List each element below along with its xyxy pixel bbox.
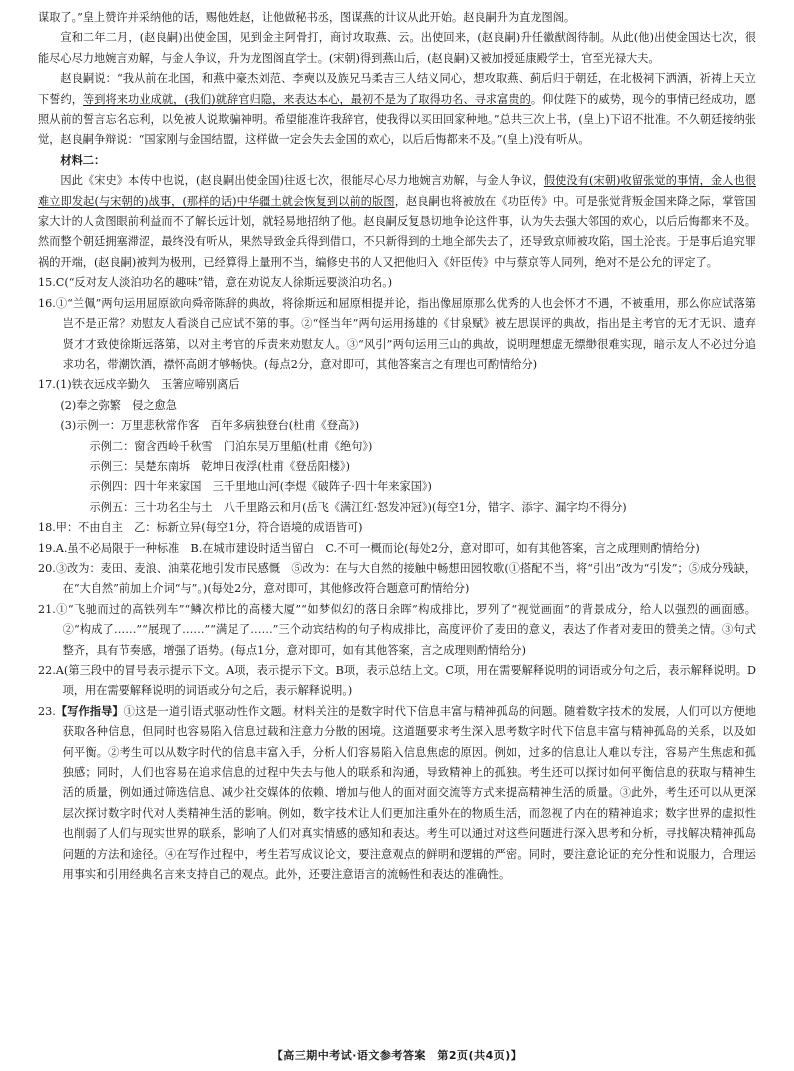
answer-example: 示例三：吴楚东南坼 乾坤日夜浮(杜甫《登岳阳楼》) [89,459,350,473]
answer-item: 20.③改为：麦田、麦浪、油菜花地引发市民感慨 ⑤改为：在与大自然的接触中畅想田园牧歌(①搭配不当，将“引出”改为“引发”；⑤成分残缺，在“大自然”前加上介词“与”。)(每处2分，意对即可，其他修改符合题意可酌情给分) [38,561,756,596]
answer-item: 15.C(“反对友人淡泊功名的趣味”错，意在劝说友人徐斯远要淡泊功名。) [38,276,393,290]
answer-item: 17.(1)铁衣远戍辛勤久 玉箸应啼别离后 [38,378,240,392]
underlined-sentence: 等到将来功业成就，(我们)就辞官归隐，来表达本心，最初不是为了取得功名、寻求富贵的 [83,92,531,106]
answer-item: 22.A(第三段中的冒号表示提示下文。A项，表示提示下文。B项，表示总结上文。C项，用在需要解释说明的词语或分句之后，表示解释说明。D项，用在需要解释说明的词语或分句之后，表示解释说明。) [38,664,756,698]
page-footer: 【高三期中考试·语文参考答案 第2页(共4页)】 [271,1049,523,1062]
underlined-sentence: 假使没有(宋朝)收留张觉的事情，金人也很难立即发起(与宋朝的)战事，(那样的话)中华疆土就会恢复到以前的版图 [38,174,756,208]
material-two-translation [38,151,756,273]
writing-guide-tag: 【写作指导】 [55,704,124,718]
answer-item: 23.【写作指导】①这是一道引语式驱动性作文题。材料关注的是数字时代下信息丰富与精神孤岛的问题。随着数字技术的发展，人们可以方便地获取各种信息，但同时也容易陷入信息过载和注意力分散的困境。这道题要求考生深入思考数字时代下信息丰富与精神孤岛的关系，以及如何平衡。②考生可以从数字时代的信息丰富入手，分析人们容易陷入信息焦虑的原因。例如，过多的信息让人难以专注，容易产生焦虑和孤独感；同时，人们也容易在追求信息的过程中失去与他人的联系和沟通，导致精神上的孤独。考生还可以探讨如何平衡信息的获取与精神生活的质量，例如通过筛选信息、减少社交媒体的依赖、增加与他人的面对面交流等方式来提高精神生活的质量。③此外，考生还可以从更深层次探讨数字时代对人类精神生活的影响。例如，数字技术让人们更加注重外在的物质生活，而忽视了内在的精神追求；数字世界的虚拟性也削弱了人们与现实世界的联系，影响了人们对真实情感的感知和表达。考生可以通过对这些问题进行深入思考和分析，寻找解决精神孤岛问题的方法和途径。④在写作过程中，考生若写成议论文，要注意观点的鲜明和逻辑的严密。同时，要注意论证的充分性和说服力，合理运用事实和引用经典名言来支持自己的观点。此外，还要注意语言的流畅性和表达的准确性。 [38,704,756,882]
answer-example: 示例二：窗含西岭千秋雪 门泊东吴万里船(杜甫《绝句》) [89,439,373,453]
answer-item: 19.A.虽不必局限于一种标准 B.在城市建设时适当留白 C.不可一概而论(每处2分，意对即可，如有其他答案，言之成理则酌情给分) [38,541,700,555]
answer-item: 21.①“飞驰而过的高铁列车”“鳞次栉比的高楼大厦”“如梦似幻的落日余晖”构成排比，罗列了“视觉画面”的背景成分，给人以强烈的画面感。②“构成了……”“展现了……”“满足了……”三个动宾结构的句子构成排比，高度评价了麦田的意义，表达了作者对麦田的赞美之情。③句式整齐，具有节奏感，增强了语势。(每点1分，意对即可，如有其他答案，言之成理则酌情给分) [38,602,756,657]
answer-list [38,273,756,885]
answer-example: 示例五：三十功名尘与土 八千里路云和月(岳飞《满江红·怒发冲冠》)(每空1分，错字、添字、漏字均不得分) [89,500,627,514]
answer-item: 16.①“兰佩”两句运用屈原欲向舜帝陈辞的典故，将徐斯远和屈原相提并论，指出像屈原那么优秀的人也会怀才不遇，不被重用，那么你应试落第岂不是正常？劝慰友人看淡自己应试不第的事。②“怪当年”两句运用扬雄的《甘泉赋》被左思误评的典故，指出是主考官的无才无识、遗弃贤才才致使徐斯远落第，以对主考官的斥责来劝慰友人。③“风引”两句运用三山的典故，说明理想虚无缥缈很难实现，暗示友人不必过分追求功名，带潮饮酒，襟怀高朗才够畅快。(每点2分，意对即可，其他答案言之有理也可酌情给分) [38,296,756,371]
answer-subitem: (2)奉之弥繁 侵之愈急 [60,398,177,412]
paragraph: 宣和二年二月，(赵良嗣)出使金国，见到金主阿骨打，商讨攻取燕、云。出使回来，(赵良嗣)升任徽猷阁待制。从此(他)出使金国达七次，很能尽心尽力地婉言劝解，与金人争议，升为龙图阁直学士。(宋朝)得到燕山后，(赵良嗣)又被加授延康殿学士，官至光禄大夫。 [38,31,756,65]
answer-example: 示例四：四十年来家国 三千里地山河(李煜《破阵子·四十年来家国》) [89,480,432,494]
section-heading: 材料二： [60,153,106,167]
material-one-translation [38,8,756,151]
answer-item: 18.甲：不由自主 乙：标新立异(每空1分，符合语境的成语皆可) [38,521,363,535]
paragraph: 因此《宋史》本传中也说，(赵良嗣出使金国)往返七次，很能尽心尽力地婉言劝解，与金人争议，假使没有(宋朝)收留张觉的事情，金人也很难立即发起(与宋朝的)战事，(那样的话)中华疆土就会恢复到以前的版图，赵良嗣也将被放在《功臣传》中。可是张觉背叛金国来降之际，掌管国家大计的人贪图眼前利益而不了解长远计划，就轻易地招纳了他。赵良嗣反复恳切地争论这件事，认为失去强大邻国的欢心，以后后悔都来不及。然而整个朝廷拥塞滞涩，最终没有听从，果然导致金兵得到借口，不只新得到的土地全部失去了，还导致京师被攻陷，国土沦丧。于是事后追究罪祸的开端，(赵良嗣)被判为极刑，已经算得上量刑不当，编修史书的人又把他归入《奸臣传》中与蔡京等人同列，绝对不是公允的评定了。 [38,174,756,269]
answer-subitem: (3)示例一：万里悲秋常作客 百年多病独登台(杜甫《登高》) [60,419,360,433]
paragraph: 谋取了。”皇上赞许并采纳他的话，赐他姓赵，让他做秘书丞，图谋燕的计议从此开始。赵良嗣升为直龙图阁。 [38,11,576,24]
paragraph: 赵良嗣说：“我从前在北国，和燕中豪杰刘范、李奭以及族兄马柔吉三人结义同心，想攻取燕、蓟后归于朝廷，在北极祠下洒酒，祈祷上天立下誓约，等到将来功业成就，(我们)就辞官归隐，来表达本心，最初不是为了取得功名、寻求富贵的。仰仗陛下的威势，现今的事情已经成功，愿照从前的誓言忘名忘利，以免被人说欺骗神明。希望能准许我辞官，使我得以买田回家种地。”总共三次上书，(皇上)下诏不批准。不久朝廷接纳张觉，赵良嗣争辩说：“国家刚与金国结盟，这样做一定会失去金国的欢心，以后后悔都来不及。”(皇上)没有听从。 [38,72,756,147]
